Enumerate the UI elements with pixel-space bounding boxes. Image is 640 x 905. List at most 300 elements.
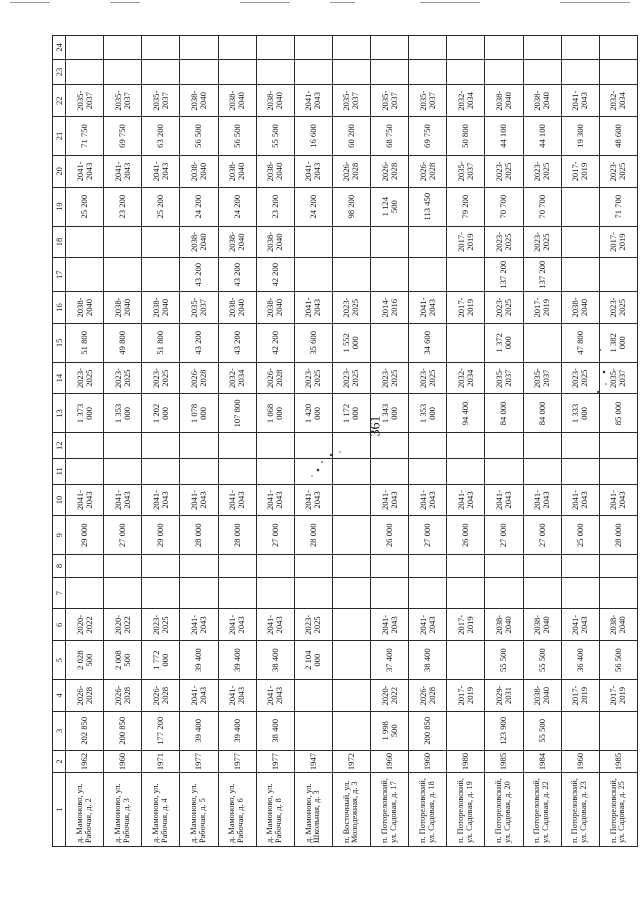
table-cell: 2041-2043: [485, 484, 523, 516]
table-cell: [66, 577, 104, 609]
table-cell: 1977: [256, 750, 294, 773]
table-cell: 1 373 000: [66, 394, 104, 433]
table-cell: 2041-2043: [523, 484, 561, 516]
address-cell: п. Потоpеловский, ул. Садовая, д. 17: [371, 773, 409, 847]
table-cell: 51 800: [66, 323, 104, 362]
table-cell: [294, 226, 332, 258]
table-cell: 1 124 500: [371, 187, 409, 226]
address-cell: п. Потоpеловский, ул. Садовая, д. 25: [599, 773, 637, 847]
table-cell: 56 500: [599, 641, 637, 680]
table-cell: 69 750: [104, 117, 142, 156]
table-cell: 2035-2037: [485, 362, 523, 394]
table-cell: [256, 59, 294, 85]
rotated-table-container: [52, 35, 638, 847]
page-number: 361: [368, 415, 384, 437]
table-cell: [104, 36, 142, 60]
table-cell: 2026-2028: [180, 362, 218, 394]
table-cell: 23 200: [256, 187, 294, 226]
table-cell: [485, 59, 523, 85]
table-cell: 1985: [599, 750, 637, 773]
table-cell: [599, 258, 637, 292]
table-cell: 1962: [66, 750, 104, 773]
table-row: [256, 36, 294, 847]
table-cell: 28 000: [294, 516, 332, 555]
table-cell: 36 400: [561, 641, 599, 680]
table-cell: [447, 555, 485, 578]
table-row: [485, 36, 523, 847]
table-cell: 39 400: [218, 641, 256, 680]
table-cell: [371, 459, 409, 485]
table-cell: 2023-2025: [104, 362, 142, 394]
table-cell: [561, 258, 599, 292]
table-cell: [142, 433, 180, 459]
table-cell: 1 068 000: [256, 394, 294, 433]
table-cell: [561, 433, 599, 459]
table-cell: 27 000: [256, 516, 294, 555]
table-cell: 2014-2016: [371, 292, 409, 324]
table-cell: 24 200: [218, 187, 256, 226]
address-cell: д. Мамоново, ул. Рабочая, д. 3: [104, 773, 142, 847]
table-cell: 2038-2040: [66, 292, 104, 324]
table-cell: 2038-2040: [523, 680, 561, 712]
table-cell: [294, 433, 332, 459]
table-cell: 2023-2025: [523, 155, 561, 187]
table-cell: 1960: [371, 750, 409, 773]
table-cell: 2035-2037: [599, 362, 637, 394]
table-cell: [485, 577, 523, 609]
table-cell: [371, 226, 409, 258]
table-cell: [104, 433, 142, 459]
table-cell: 43 200: [218, 258, 256, 292]
table-cell: [218, 577, 256, 609]
table-cell: [447, 36, 485, 60]
table-row: [409, 36, 447, 847]
table-cell: 1 353 000: [104, 394, 142, 433]
table-cell: [485, 459, 523, 485]
table-cell: 69 750: [409, 117, 447, 156]
table-cell: 55 500: [256, 117, 294, 156]
table-cell: [485, 555, 523, 578]
table-cell: 2038-2040: [180, 155, 218, 187]
table-cell: 44 100: [523, 117, 561, 156]
table-cell: 2041-2043: [218, 680, 256, 712]
table-cell: [485, 36, 523, 60]
table-cell: [332, 433, 370, 459]
table-cell: [561, 459, 599, 485]
column-number: 3: [53, 711, 66, 750]
table-cell: [142, 258, 180, 292]
table-cell: 55 500: [523, 711, 561, 750]
table-cell: [66, 36, 104, 60]
table-cell: 38 400: [409, 641, 447, 680]
table-cell: 49 800: [104, 323, 142, 362]
table-cell: 98 200: [332, 187, 370, 226]
table-cell: [332, 711, 370, 750]
table-cell: 2023-2025: [485, 292, 523, 324]
table-cell: 2023-2025: [485, 226, 523, 258]
table-cell: [180, 36, 218, 60]
column-number-row: [53, 36, 66, 847]
table-cell: [256, 36, 294, 60]
table-cell: 2026-2028: [256, 362, 294, 394]
table-cell: 1 172 000: [332, 394, 370, 433]
table-cell: 107 800: [218, 394, 256, 433]
table-cell: 2032-2034: [599, 85, 637, 117]
table-cell: 1 998 500: [371, 711, 409, 750]
table-cell: [294, 577, 332, 609]
table-cell: [561, 555, 599, 578]
table-cell: [294, 680, 332, 712]
table-cell: 2026-2028: [409, 155, 447, 187]
address-cell: д. Мамоново, ул. Рабочая, д. 4: [142, 773, 180, 847]
table-cell: 2017-2019: [599, 680, 637, 712]
table-cell: 1 078 000: [180, 394, 218, 433]
table-cell: 2023-2025: [332, 362, 370, 394]
table-cell: 2032-2034: [447, 85, 485, 117]
table-cell: 2041-2043: [294, 85, 332, 117]
table-cell: [599, 459, 637, 485]
table-cell: [371, 59, 409, 85]
table-cell: [447, 258, 485, 292]
table-cell: 2041-2043: [104, 155, 142, 187]
table-cell: 2041-2043: [599, 484, 637, 516]
table-cell: [66, 555, 104, 578]
table-row: [523, 36, 561, 847]
table-cell: 25 200: [66, 187, 104, 226]
table-cell: [371, 577, 409, 609]
column-number: 21: [53, 117, 66, 156]
table-cell: 2038-2040: [218, 85, 256, 117]
table-cell: [447, 59, 485, 85]
table-cell: [332, 555, 370, 578]
table-cell: 2038-2040: [256, 226, 294, 258]
table-cell: 2023-2025: [599, 155, 637, 187]
table-cell: 123 900: [485, 711, 523, 750]
column-number: 2: [53, 750, 66, 773]
table-cell: [218, 555, 256, 578]
table-cell: 2 008 500: [104, 641, 142, 680]
table-cell: [599, 433, 637, 459]
address-cell: п. Восточный, ул. Молодежная, д. 3: [332, 773, 370, 847]
address-cell: п. Потоpеловский, ул. Садовая, д. 22: [523, 773, 561, 847]
table-cell: [142, 226, 180, 258]
table-cell: 2026-2028: [66, 680, 104, 712]
table-cell: [447, 577, 485, 609]
address-cell: п. Потоpеловский, ул. Садовая, д. 18: [409, 773, 447, 847]
table-cell: [256, 577, 294, 609]
table-cell: 1977: [180, 750, 218, 773]
table-cell: [371, 36, 409, 60]
table-cell: 2017-2019: [561, 680, 599, 712]
table-cell: [371, 258, 409, 292]
table-cell: 113 450: [409, 187, 447, 226]
table-cell: [218, 459, 256, 485]
table-cell: [523, 577, 561, 609]
table-cell: [332, 258, 370, 292]
table-cell: 38 400: [256, 641, 294, 680]
table-cell: 27 000: [485, 516, 523, 555]
table-cell: 2017-2019: [561, 155, 599, 187]
table-cell: 2041-2043: [409, 609, 447, 641]
table-cell: [142, 59, 180, 85]
table-cell: 1971: [142, 750, 180, 773]
table-cell: 2038-2040: [523, 85, 561, 117]
table-row: [447, 36, 485, 847]
table-cell: 2041-2043: [180, 609, 218, 641]
column-number: 24: [53, 36, 66, 60]
table-cell: 1960: [104, 750, 142, 773]
table-cell: 2038-2040: [180, 226, 218, 258]
table-cell: 1960: [409, 750, 447, 773]
table-cell: [66, 459, 104, 485]
table-cell: [104, 577, 142, 609]
column-number: 7: [53, 577, 66, 609]
table-cell: [523, 36, 561, 60]
table-cell: 26 000: [447, 516, 485, 555]
table-cell: [523, 59, 561, 85]
column-number: 13: [53, 394, 66, 433]
table-row: [371, 36, 409, 847]
table-cell: 50 800: [447, 117, 485, 156]
table-cell: 44 100: [485, 117, 523, 156]
table-cell: 2017-2019: [447, 292, 485, 324]
table-cell: 2023-2025: [142, 362, 180, 394]
table-cell: [523, 555, 561, 578]
table-cell: 2041-2043: [294, 292, 332, 324]
table-cell: 2026-2028: [142, 680, 180, 712]
table-cell: 71 750: [66, 117, 104, 156]
table-cell: [332, 36, 370, 60]
table-cell: 2038-2040: [218, 226, 256, 258]
table-cell: 2017-2019: [447, 609, 485, 641]
table-cell: 60 200: [332, 117, 370, 156]
table-cell: 2041-2043: [218, 609, 256, 641]
table-cell: 2038-2040: [218, 155, 256, 187]
table-cell: 2041-2043: [561, 484, 599, 516]
table-cell: [180, 555, 218, 578]
table-cell: 177 200: [142, 711, 180, 750]
table-cell: 39 400: [180, 711, 218, 750]
table-cell: [447, 459, 485, 485]
table-cell: [142, 555, 180, 578]
table-cell: 1972: [332, 750, 370, 773]
table-cell: 2041-2043: [294, 155, 332, 187]
table-cell: [409, 433, 447, 459]
table-cell: [180, 459, 218, 485]
table-cell: 2041-2043: [561, 85, 599, 117]
column-number: 8: [53, 555, 66, 578]
table-cell: [599, 577, 637, 609]
column-number: 4: [53, 680, 66, 712]
table-cell: 28 000: [180, 516, 218, 555]
table-cell: 2038-2040: [485, 609, 523, 641]
address-cell: д. Мамоново, ул. Рабочая, д. 6: [218, 773, 256, 847]
table-cell: [218, 59, 256, 85]
table-row: [66, 36, 104, 847]
table-cell: [409, 36, 447, 60]
table-cell: 137 200: [523, 258, 561, 292]
table-cell: 2041-2043: [371, 484, 409, 516]
table-cell: 2041-2043: [104, 484, 142, 516]
table-cell: 43 200: [180, 323, 218, 362]
table-cell: [447, 433, 485, 459]
table-cell: [66, 433, 104, 459]
column-number: 16: [53, 292, 66, 324]
address-cell: д. Мамоново, ул. Рабочая, д. 8: [256, 773, 294, 847]
address-cell: д. Мамоново, ул. Школьная, д. 3: [294, 773, 332, 847]
table-cell: [294, 459, 332, 485]
table-row: [599, 36, 637, 847]
table-cell: [256, 459, 294, 485]
table-cell: 2020-2022: [66, 609, 104, 641]
table-cell: 2041-2043: [256, 609, 294, 641]
table-cell: [332, 59, 370, 85]
table-cell: 24 200: [180, 187, 218, 226]
table-cell: 2035-2037: [523, 362, 561, 394]
table-cell: 63 200: [142, 117, 180, 156]
table-cell: 1 202 000: [142, 394, 180, 433]
column-number: 11: [53, 459, 66, 485]
table-cell: 1 552 000: [332, 323, 370, 362]
table-cell: [104, 258, 142, 292]
table-row: [332, 36, 370, 847]
table-cell: 37 400: [371, 641, 409, 680]
table-cell: [409, 258, 447, 292]
table-cell: [447, 323, 485, 362]
table-cell: [371, 323, 409, 362]
table-cell: 2041-2043: [66, 484, 104, 516]
table-cell: [561, 711, 599, 750]
table-cell: 27 000: [409, 516, 447, 555]
table-row: [142, 36, 180, 847]
table-cell: [332, 680, 370, 712]
table-cell: 24 200: [294, 187, 332, 226]
table-cell: [409, 577, 447, 609]
table-cell: [256, 555, 294, 578]
column-number: 14: [53, 362, 66, 394]
address-cell: д. Мамоново, ул. Рабочая, д. 5: [180, 773, 218, 847]
table-cell: [561, 226, 599, 258]
table-cell: 2026-2028: [332, 155, 370, 187]
table-cell: 42 200: [256, 323, 294, 362]
table-cell: 29 000: [142, 516, 180, 555]
table-cell: 1 420 000: [294, 394, 332, 433]
table-cell: 42 200: [256, 258, 294, 292]
table-cell: 2017-2019: [447, 680, 485, 712]
table-cell: 1985: [485, 750, 523, 773]
table-cell: [180, 59, 218, 85]
table-cell: 2035-2037: [66, 85, 104, 117]
table-cell: 1984: [523, 750, 561, 773]
table-cell: [409, 555, 447, 578]
table-cell: 2038-2040: [180, 85, 218, 117]
table-cell: [104, 555, 142, 578]
table-cell: [523, 323, 561, 362]
table-cell: 27 000: [523, 516, 561, 555]
table-cell: 200 850: [409, 711, 447, 750]
table-cell: 2035-2037: [332, 85, 370, 117]
table-cell: 2023-2025: [409, 362, 447, 394]
table-cell: 1 372 000: [485, 323, 523, 362]
table-cell: 47 800: [561, 323, 599, 362]
table-row: [561, 36, 599, 847]
table-cell: 16 600: [294, 117, 332, 156]
table-cell: [599, 36, 637, 60]
table-cell: 43 200: [180, 258, 218, 292]
table-cell: [332, 459, 370, 485]
table-cell: 2041-2043: [180, 680, 218, 712]
table-cell: [180, 433, 218, 459]
table-cell: 1 772 000: [142, 641, 180, 680]
table-cell: 56 500: [180, 117, 218, 156]
table-cell: 2041-2043: [294, 484, 332, 516]
table-cell: [561, 59, 599, 85]
table-cell: [409, 226, 447, 258]
address-cell: п. Потоpеловский, ул. Садовая, д. 20: [485, 773, 523, 847]
table-cell: 2041-2043: [447, 484, 485, 516]
table-cell: 2032-2034: [218, 362, 256, 394]
table-cell: [599, 555, 637, 578]
table-cell: [561, 36, 599, 60]
table-cell: [256, 433, 294, 459]
table-cell: 2038-2040: [523, 609, 561, 641]
column-number: 17: [53, 258, 66, 292]
table-row: [180, 36, 218, 847]
column-number: 12: [53, 433, 66, 459]
table-cell: 2017-2019: [523, 292, 561, 324]
column-number: 15: [53, 323, 66, 362]
table-cell: 2026-2028: [409, 680, 447, 712]
table-cell: 2041-2043: [409, 484, 447, 516]
table-cell: 1 333 000: [561, 394, 599, 433]
table-cell: 25 200: [142, 187, 180, 226]
table-cell: 70 700: [485, 187, 523, 226]
address-cell: п. Потоpеловский, ул. Садовая, д. 19: [447, 773, 485, 847]
table-row: [218, 36, 256, 847]
table-cell: [104, 459, 142, 485]
table-cell: 2023-2025: [485, 155, 523, 187]
table-cell: 2041-2043: [409, 292, 447, 324]
table-cell: 28 000: [599, 516, 637, 555]
table-cell: 2038-2040: [256, 85, 294, 117]
column-number: 5: [53, 641, 66, 680]
table-cell: 29 000: [66, 516, 104, 555]
table-cell: 2017-2019: [447, 226, 485, 258]
table-cell: 2041-2043: [218, 484, 256, 516]
table-cell: 68 750: [371, 117, 409, 156]
repair-schedule-table: [52, 35, 638, 847]
table-cell: 2 104 000: [294, 641, 332, 680]
table-row: [294, 36, 332, 847]
table-cell: 2029-2031: [485, 680, 523, 712]
table-cell: 94 400: [447, 394, 485, 433]
table-cell: [371, 555, 409, 578]
table-cell: [294, 258, 332, 292]
table-cell: 1 343 000: [371, 394, 409, 433]
table-cell: 25 000: [561, 516, 599, 555]
table-cell: 2023-2025: [561, 362, 599, 394]
table-cell: 79 200: [447, 187, 485, 226]
table-cell: 2038-2040: [256, 155, 294, 187]
table-cell: 2041-2043: [66, 155, 104, 187]
table-cell: 2023-2025: [332, 292, 370, 324]
table-cell: 2041-2043: [371, 609, 409, 641]
table-cell: [66, 258, 104, 292]
table-cell: [332, 226, 370, 258]
table-cell: [218, 433, 256, 459]
table-cell: [294, 711, 332, 750]
table-cell: [294, 59, 332, 85]
